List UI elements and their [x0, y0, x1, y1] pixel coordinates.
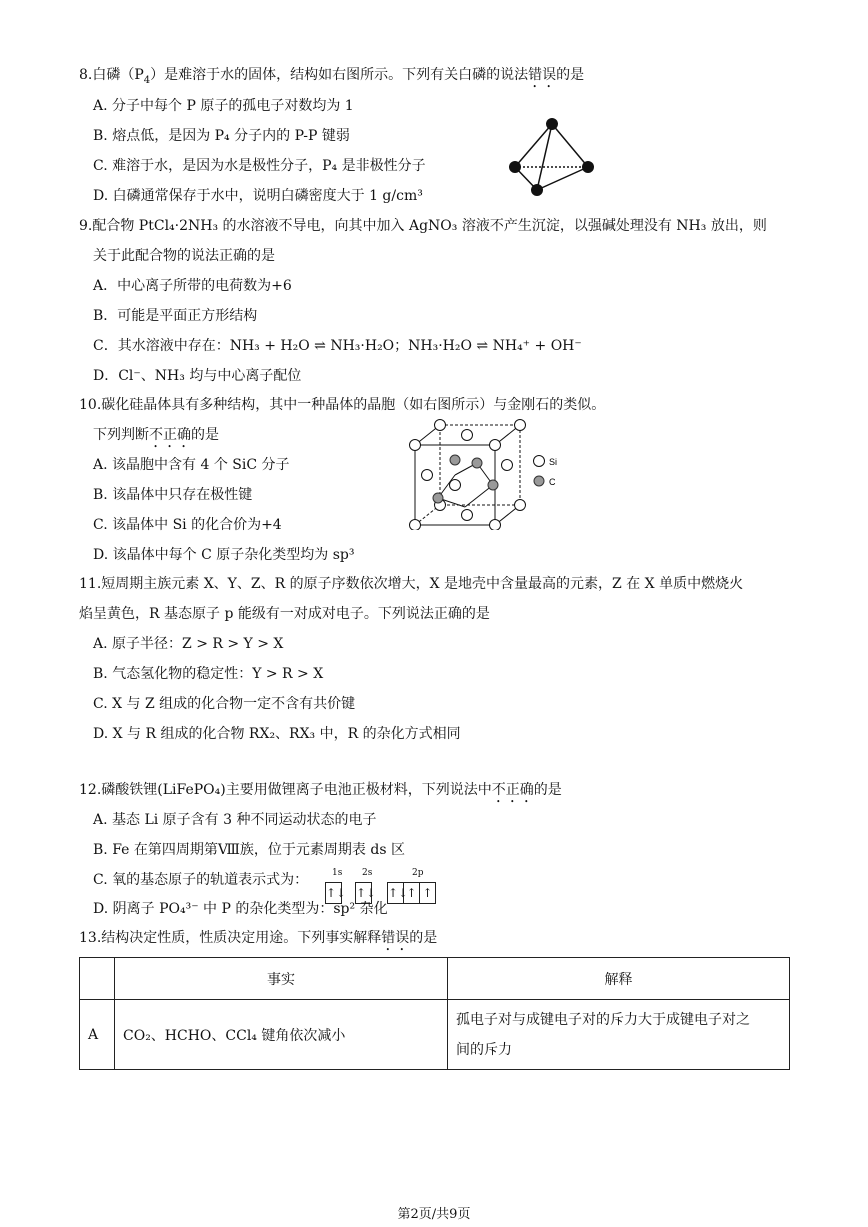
q13-stem-post: 的是	[409, 930, 438, 946]
q9-option-c: C．其水溶液中存在：NH₃ + H₂O ⇌ NH₃·H₂O；NH₃·H₂O ⇌ NH₄⁺ + OH⁻	[93, 338, 582, 354]
orbital-box-2py: ↑	[404, 882, 420, 904]
q10-line2-pre: 下列判断	[93, 427, 149, 443]
q10-line2-emph: 不正确	[149, 427, 191, 443]
si-atom	[515, 420, 526, 431]
q8-stem-post: 的是	[556, 67, 585, 83]
si-atom	[435, 420, 446, 431]
p-atom	[509, 161, 521, 173]
orbital-box-2pz: ↑	[420, 882, 436, 904]
q11-option-c: C. X 与 Z 组成的化合物一定不含有共价键	[93, 696, 356, 712]
q8-stem-mid: ）是难溶于水的固体，结构如右图所示。下列有关白磷的说法	[150, 67, 529, 83]
orbital-label-2p: 2p	[412, 868, 424, 878]
q11-option-a: A. 原子半径：Z > R > Y > X	[93, 636, 284, 652]
table-header-fact: 事实	[115, 958, 448, 1000]
si-atom	[490, 520, 501, 531]
table-header-label	[80, 958, 115, 1000]
facts-table	[79, 957, 790, 1070]
orbital-box-1s: ↑↓	[325, 882, 342, 904]
q8-option-d: D. 白磷通常保存于水中，说明白磷密度大于 1 g/cm³	[93, 188, 423, 204]
q9-option-a: A．中心离子所带的电荷数为+6	[93, 278, 292, 294]
table-row-label: A	[80, 1000, 115, 1070]
q8-stem-emph: 错误	[528, 67, 557, 83]
p4-tetrahedron-figure	[500, 110, 610, 205]
q8-stem-pre: 8.白磷（P	[79, 67, 144, 83]
orbital-label-2s: 2s	[362, 868, 373, 878]
legend-si-marker	[534, 456, 545, 467]
q11-stem-line1: 11.短周期主族元素 X、Y、Z、R 的原子序数依次增大，X 是地壳中含量最高的元素，Z 在 X 单质中燃烧火	[79, 576, 744, 592]
table-row	[80, 1000, 790, 1070]
si-atom	[410, 520, 421, 531]
q12-option-a: A. 基态 Li 原子含有 3 种不同运动状态的电子	[93, 812, 377, 828]
si-atom	[410, 440, 421, 451]
orbital-box-2px: ↑↓	[387, 882, 404, 904]
q9-option-d: D．Cl⁻、NH₃ 均与中心离子配位	[93, 368, 302, 384]
legend-c-marker	[534, 476, 544, 486]
q10-option-c: C. 该晶体中 Si 的化合价为+4	[93, 517, 282, 533]
q13-stem	[79, 928, 437, 954]
table-header-explain: 解释	[448, 958, 790, 1000]
q10-option-b: B. 该晶体中只存在极性键	[93, 487, 253, 503]
q12-stem-pre: 12.磷酸铁锂(LiFePO₄)主要用做锂离子电池正极材料，下列说法中	[79, 782, 492, 798]
q8-option-c: C. 难溶于水，是因为水是极性分子，P₄ 是非极性分子	[93, 158, 426, 174]
p-atom	[531, 184, 543, 196]
q9-option-b: B．可能是平面正方形结构	[93, 308, 258, 324]
p-atom	[546, 118, 558, 130]
q8-stem-sub: 4	[143, 74, 151, 86]
q9-stem-line1: 9.配合物 PtCl₄·2NH₃ 的水溶液不导电，向其中加入 AgNO₃ 溶液不产生沉淀，以强碱处理没有 NH₃ 放出，则	[79, 218, 767, 234]
q10-stem-line1: 10.碳化硅晶体具有多种结构，其中一种晶体的晶胞（如右图所示）与金刚石的类似。	[79, 397, 606, 413]
q11-stem-line2: 焰呈黄色，R 基态原子 p 能级有一对成对电子。下列说法正确的是	[79, 606, 490, 622]
sic-unit-cell-figure	[405, 415, 575, 530]
table-row-explain-line1: 孤电子对与成键电子对的斥力大于成键电子对之	[456, 1011, 750, 1028]
q13-stem-emph: 错误	[381, 930, 410, 946]
q12-option-b: B. Fe 在第四周期第Ⅷ族，位于元素周期表 ds 区	[93, 842, 405, 858]
q9-stem-line2: 关于此配合物的说法正确的是	[93, 248, 275, 264]
orbital-box-2s: ↑↓	[355, 882, 372, 904]
q12-stem	[79, 780, 562, 806]
table-row-explain-line2: 间的斥力	[456, 1041, 512, 1058]
si-atom	[422, 470, 433, 481]
si-atom	[490, 440, 501, 451]
q12-option-c: C. 氧的基态原子的轨道表示式为：	[93, 872, 309, 888]
c-atom	[450, 455, 460, 465]
q10-option-d: D. 该晶体中每个 C 原子杂化类型均为 sp³	[93, 547, 355, 563]
c-atom	[433, 493, 443, 503]
si-atom	[462, 430, 473, 441]
si-atom	[515, 500, 526, 511]
q8-option-b: B. 熔点低，是因为 P₄ 分子内的 P-P 键弱	[93, 128, 350, 144]
table-header-row	[80, 958, 790, 1000]
si-atom	[450, 480, 461, 491]
q12-stem-post: 的是	[533, 782, 562, 798]
si-atom	[502, 460, 513, 471]
legend-c-label: C	[549, 477, 556, 487]
q10-line2-post: 的是	[191, 427, 219, 443]
table-row-fact: CO₂、HCHO、CCl₄ 键角依次减小	[115, 1000, 448, 1070]
legend-si-label: Si	[549, 457, 558, 467]
q8-stem	[79, 65, 584, 91]
orbital-label-1s: 1s	[332, 868, 343, 878]
q10-option-a: A. 该晶胞中含有 4 个 SiC 分子	[93, 457, 290, 473]
table-row-explain	[448, 1000, 790, 1070]
c-atom	[488, 480, 498, 490]
p-atom	[582, 161, 594, 173]
si-atom	[462, 510, 473, 521]
q11-option-b: B. 气态氢化物的稳定性：Y > R > X	[93, 666, 324, 682]
q8-option-a: A. 分子中每个 P 原子的孤电子对数均为 1	[93, 98, 354, 114]
q10-stem-line2	[93, 425, 219, 451]
c-atom	[472, 458, 482, 468]
q11-option-d: D. X 与 R 组成的化合物 RX₂、RX₃ 中，R 的杂化方式相同	[93, 726, 461, 742]
page-footer: 第2页/共9页	[397, 1207, 471, 1222]
q12-option-d: D. 阴离子 PO₄³⁻ 中 P 的杂化类型为：sp² 杂化	[93, 901, 388, 917]
q13-stem-pre: 13.结构决定性质，性质决定用途。下列事实解释	[79, 930, 382, 946]
q12-stem-emph: 不正确	[491, 782, 534, 798]
